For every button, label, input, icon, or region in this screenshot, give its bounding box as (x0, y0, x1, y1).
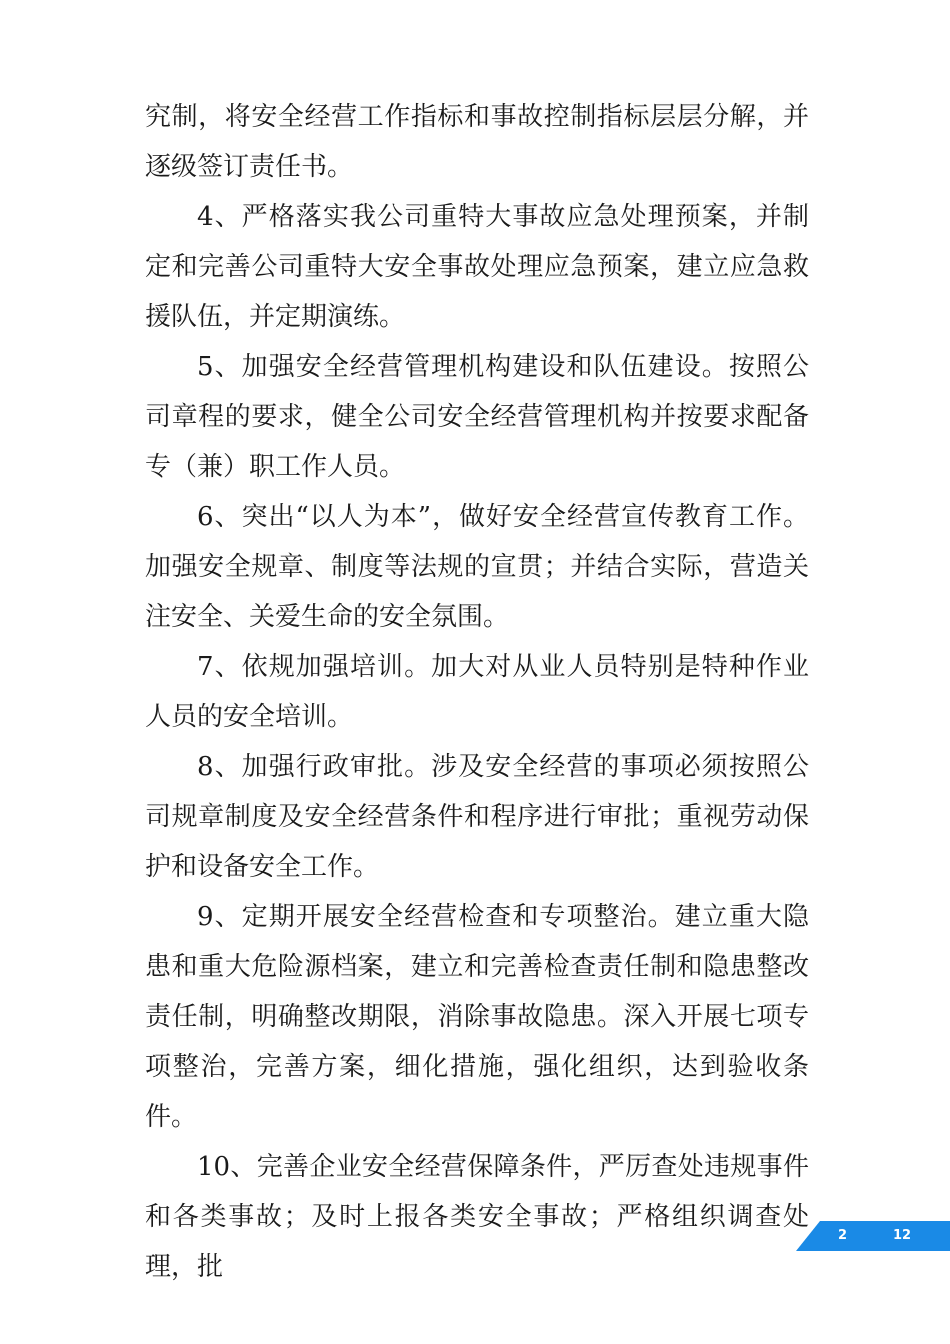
total-pages: 12 (893, 1228, 912, 1243)
paragraph-item-6: 6、突出“以人为本”，做好安全经营宣传教育工作。加强安全规章、制度等法规的宣贯；并结合实际，营造关注安全、关爱生命的安全氛围。 (145, 502, 809, 632)
paragraph-continuation: 究制，将安全经营工作指标和事故控制指标层层分解，并逐级签订责任书。 (145, 102, 809, 182)
paragraph-item-10: 10、完善企业安全经营保障条件，严厉查处违规事件和各类事故；及时上报各类安全事故；严格组织调查处理，批 (145, 1152, 809, 1282)
paragraph-item-9: 9、定期开展安全经营检查和专项整治。建立重大隐患和重大危险源档案，建立和完善检查责任制和隐患整改责任制，明确整改期限，消除事故隐患。深入开展七项专项整治，完善方案，细化措施，强化组织，达到验收条件。 (145, 902, 809, 1132)
paragraph-item-5: 5、加强安全经营管理机构建设和队伍建设。按照公司章程的要求，健全公司安全经营管理机构并按要求配备专（兼）职工作人员。 (145, 352, 809, 482)
document-body (145, 92, 809, 1292)
paragraph-item-4: 4、严格落实我公司重特大事故应急处理预案，并制定和完善公司重特大安全事故处理应急预案，建立应急救援队伍，并定期演练。 (145, 202, 809, 332)
page-footer-banner (796, 1221, 950, 1251)
page-number: 2 (838, 1228, 848, 1243)
paragraph-item-7: 7、依规加强培训。加大对从业人员特别是特种作业人员的安全培训。 (145, 652, 809, 732)
paragraph-item-8: 8、加强行政审批。涉及安全经营的事项必须按照公司规章制度及安全经营条件和程序进行审批；重视劳动保护和设备安全工作。 (145, 752, 809, 882)
